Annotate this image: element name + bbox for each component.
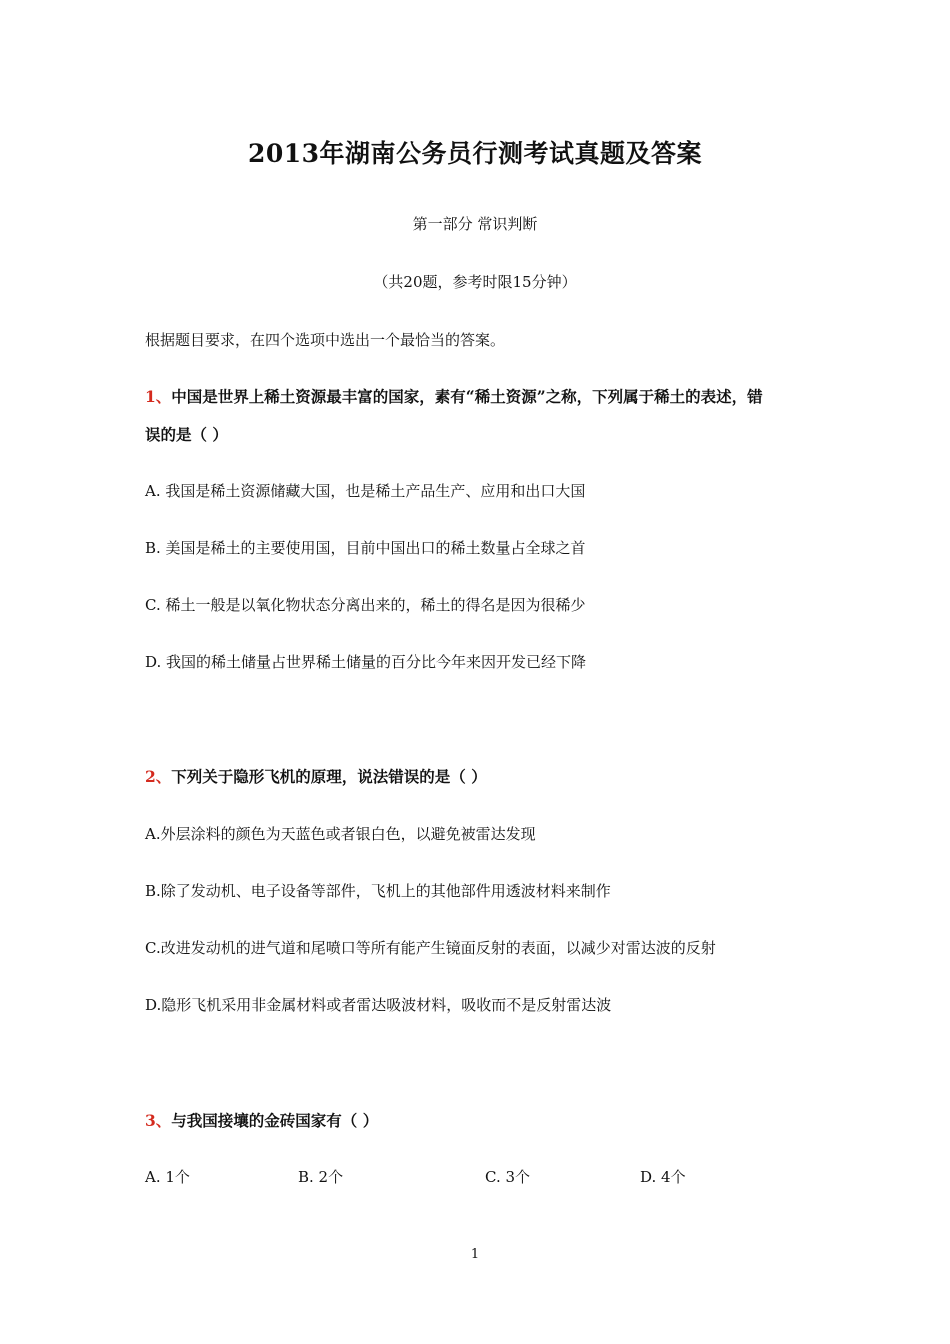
- page-number: 1: [470, 1247, 480, 1262]
- question-3-option-a: A. 1个: [145, 1168, 190, 1186]
- question-2-option-d: D.隐形飞机采用非金属材料或者雷达吸波材料，吸收而不是反射雷达波: [145, 996, 612, 1014]
- instruction-text: 根据题目要求，在四个选项中选出一个最恰当的答案。: [145, 331, 506, 349]
- question-2-line-1: [145, 765, 487, 787]
- question-2-option-b: B.除了发动机、电子设备等部件，飞机上的其他部件用透波材料来制作: [145, 882, 611, 900]
- question-1-option-c: C. 稀土一般是以氧化物状态分离出来的，稀土的得名是因为很稀少: [145, 596, 586, 614]
- question-1-option-b: B. 美国是稀土的主要使用国，目前中国出口的稀土数量占全球之首: [145, 539, 586, 557]
- question-1-option-d: D. 我国的稀土储量占世界稀土储量的百分比今年来因开发已经下降: [145, 653, 587, 671]
- question-3-option-b: B. 2个: [298, 1168, 344, 1186]
- question-3-option-c: C. 3个: [485, 1168, 531, 1186]
- question-1-option-a: A. 我国是稀土资源储藏大国，也是稀土产品生产、应用和出口大国: [145, 482, 586, 500]
- question-text: 与我国接壤的金砖国家有（ ）: [171, 1111, 379, 1130]
- question-number: 1、: [145, 387, 172, 406]
- question-2-option-c: C.改进发动机的进气道和尾喷口等所有能产生镜面反射的表面，以减少对雷达波的反射: [145, 939, 716, 957]
- question-number: 2、: [145, 767, 172, 786]
- question-2-option-a: A.外层涂料的颜色为天蓝色或者银白色，以避免被雷达发现: [145, 825, 536, 843]
- section-heading: 第一部分 常识判断: [412, 215, 538, 233]
- question-text: 中国是世界上稀土资源最丰富的国家，素有“稀土资源”之称，下列属于稀土的表述，错: [171, 387, 763, 406]
- time-limit-note: （共20题，参考时限15分钟）: [373, 273, 577, 291]
- question-text: 下列关于隐形飞机的原理，说法错误的是（ ）: [171, 767, 487, 786]
- question-3-option-d: D. 4个: [640, 1168, 686, 1186]
- question-1-line-2: 误的是（ ）: [145, 425, 228, 444]
- question-3-line-1: [145, 1109, 378, 1131]
- question-1-line-1: [145, 385, 763, 407]
- document-title: 2013年湖南公务员行测考试真题及答案: [247, 139, 703, 168]
- question-number: 3、: [145, 1111, 172, 1130]
